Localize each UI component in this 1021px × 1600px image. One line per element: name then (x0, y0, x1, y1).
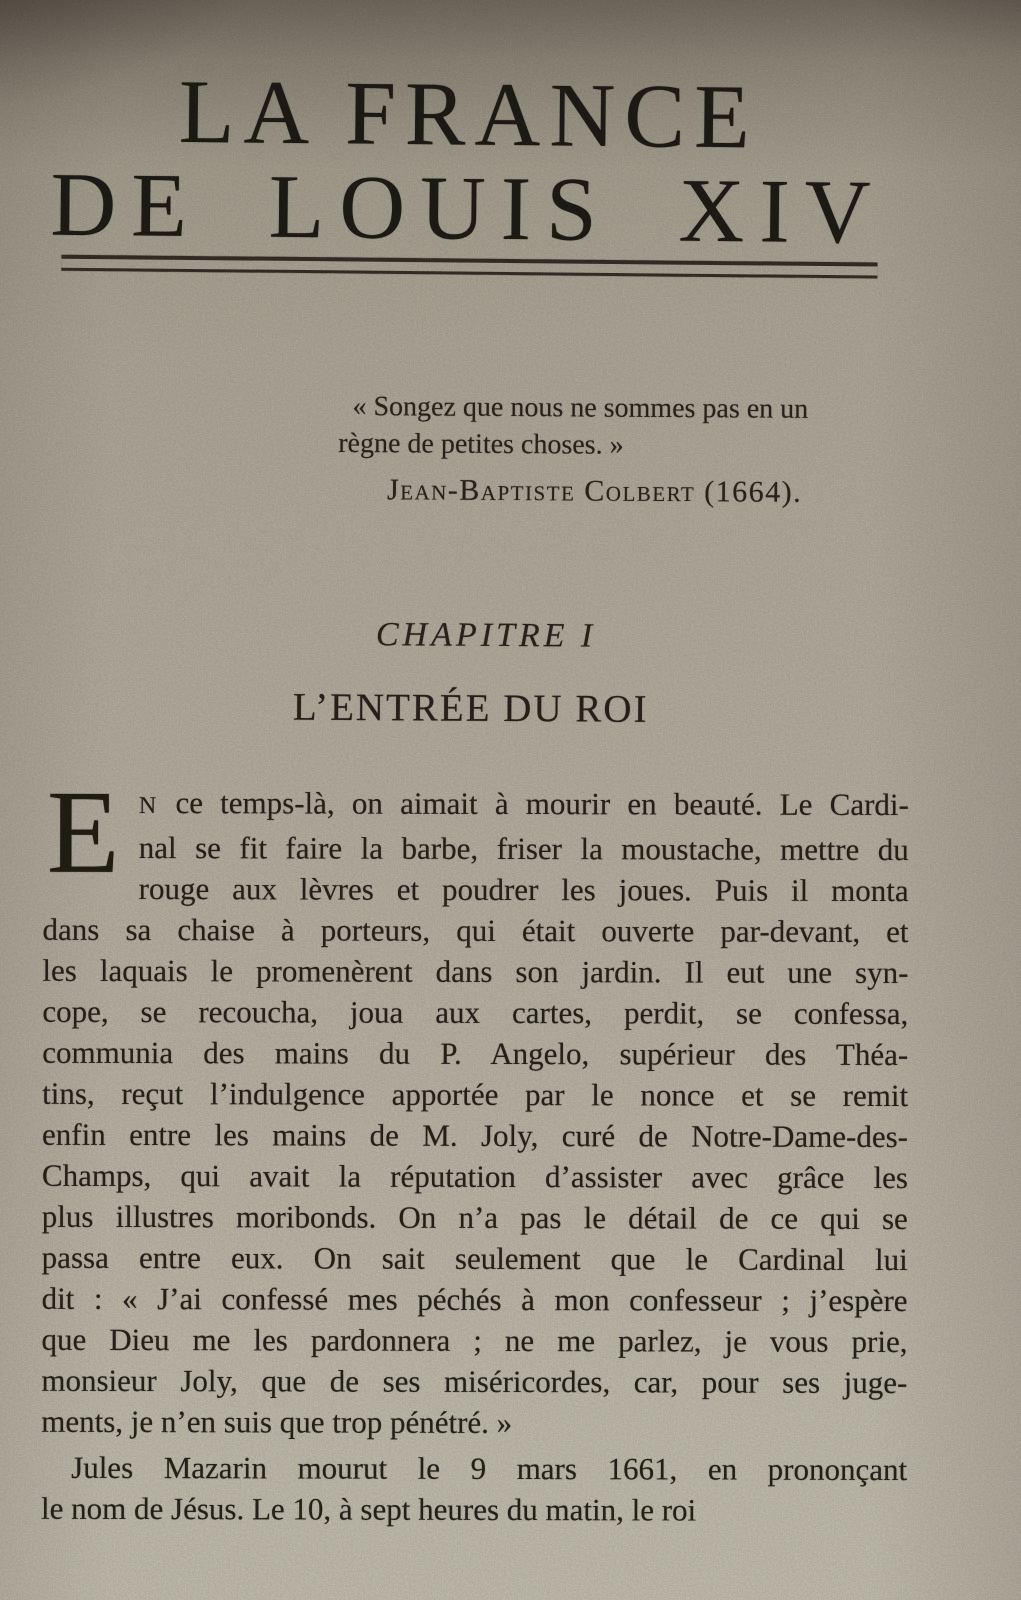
text-line: enfin entre les mains de M. Joly, curé de Notre-Dame-des- (41, 1116, 909, 1155)
text-line: ments, je n’en suis que trop pénétré. » (41, 1403, 513, 1441)
text-line: N ce temps-là, on aimait à mourir en beauté. Le Cardi- (138, 785, 909, 823)
paragraph-first-lines (41, 765, 909, 1444)
epigraph-attribution: Jean-Baptiste Colbert (1664). (386, 473, 803, 509)
text-line: rouge aux lèvres et poudrer les joues. Puis il monta (138, 871, 909, 909)
text-line: les laquais le promenèrent dans son jardin. Il eut une syn- (42, 952, 909, 991)
paragraph-second (41, 1447, 907, 1531)
text-line: nal se fit faire la barbe, friser la moustache, mettre du (138, 830, 909, 868)
chapter-heading: CHAPITRE I (375, 616, 597, 655)
chapter-title: L’ENTRÉE DU ROI (292, 685, 649, 731)
text-line: monsieur Joly, que de ses miséricordes, car, pour ses juge- (41, 1362, 908, 1401)
drop-cap: E (46, 765, 120, 898)
book-title-line-1: LA FRANCE (178, 60, 760, 168)
text-line: dans sa chaise à porteurs, qui était ouverte par-devant, et (42, 911, 909, 950)
text-line: cope, se recoucha, joua aux cartes, perdit, se confessa, (42, 993, 909, 1032)
text-line: plus illustres moribonds. On n’a pas le détail de ce qui se (41, 1198, 908, 1237)
text-line: Champs, qui avait la réputation d’assister avec grâce les (41, 1157, 908, 1196)
book-title-line-2: DE LOUIS XIV (50, 153, 886, 263)
epigraph-quote-line-2: règne de petites choses. » (338, 427, 624, 461)
text-line: Jules Mazarin mourut le 9 mars 1661, en prononçant (71, 1449, 908, 1488)
body-text (41, 765, 909, 1531)
epigraph-quote-line-1: « Songez que nous ne sommes pas en un (352, 391, 809, 425)
text-line: tins, reçut l’indulgence apportée par le nonce et se remit (42, 1075, 909, 1114)
text-line: que Dieu me les pardonnera ; ne me parlez, je vous prie, (41, 1321, 908, 1360)
text-line: dit : « J’ai confessé mes péchés à mon confesseur ; j’espère (41, 1280, 908, 1319)
text-line: le nom de Jésus. Le 10, à sept heures du matin, le roi (41, 1490, 697, 1528)
paragraph-first (41, 765, 909, 1444)
text-line: communia des mains du P. Angelo, supérieur des Théa- (42, 1034, 909, 1073)
text-line: passa entre eux. On sait seulement que le Cardinal lui (41, 1239, 908, 1278)
